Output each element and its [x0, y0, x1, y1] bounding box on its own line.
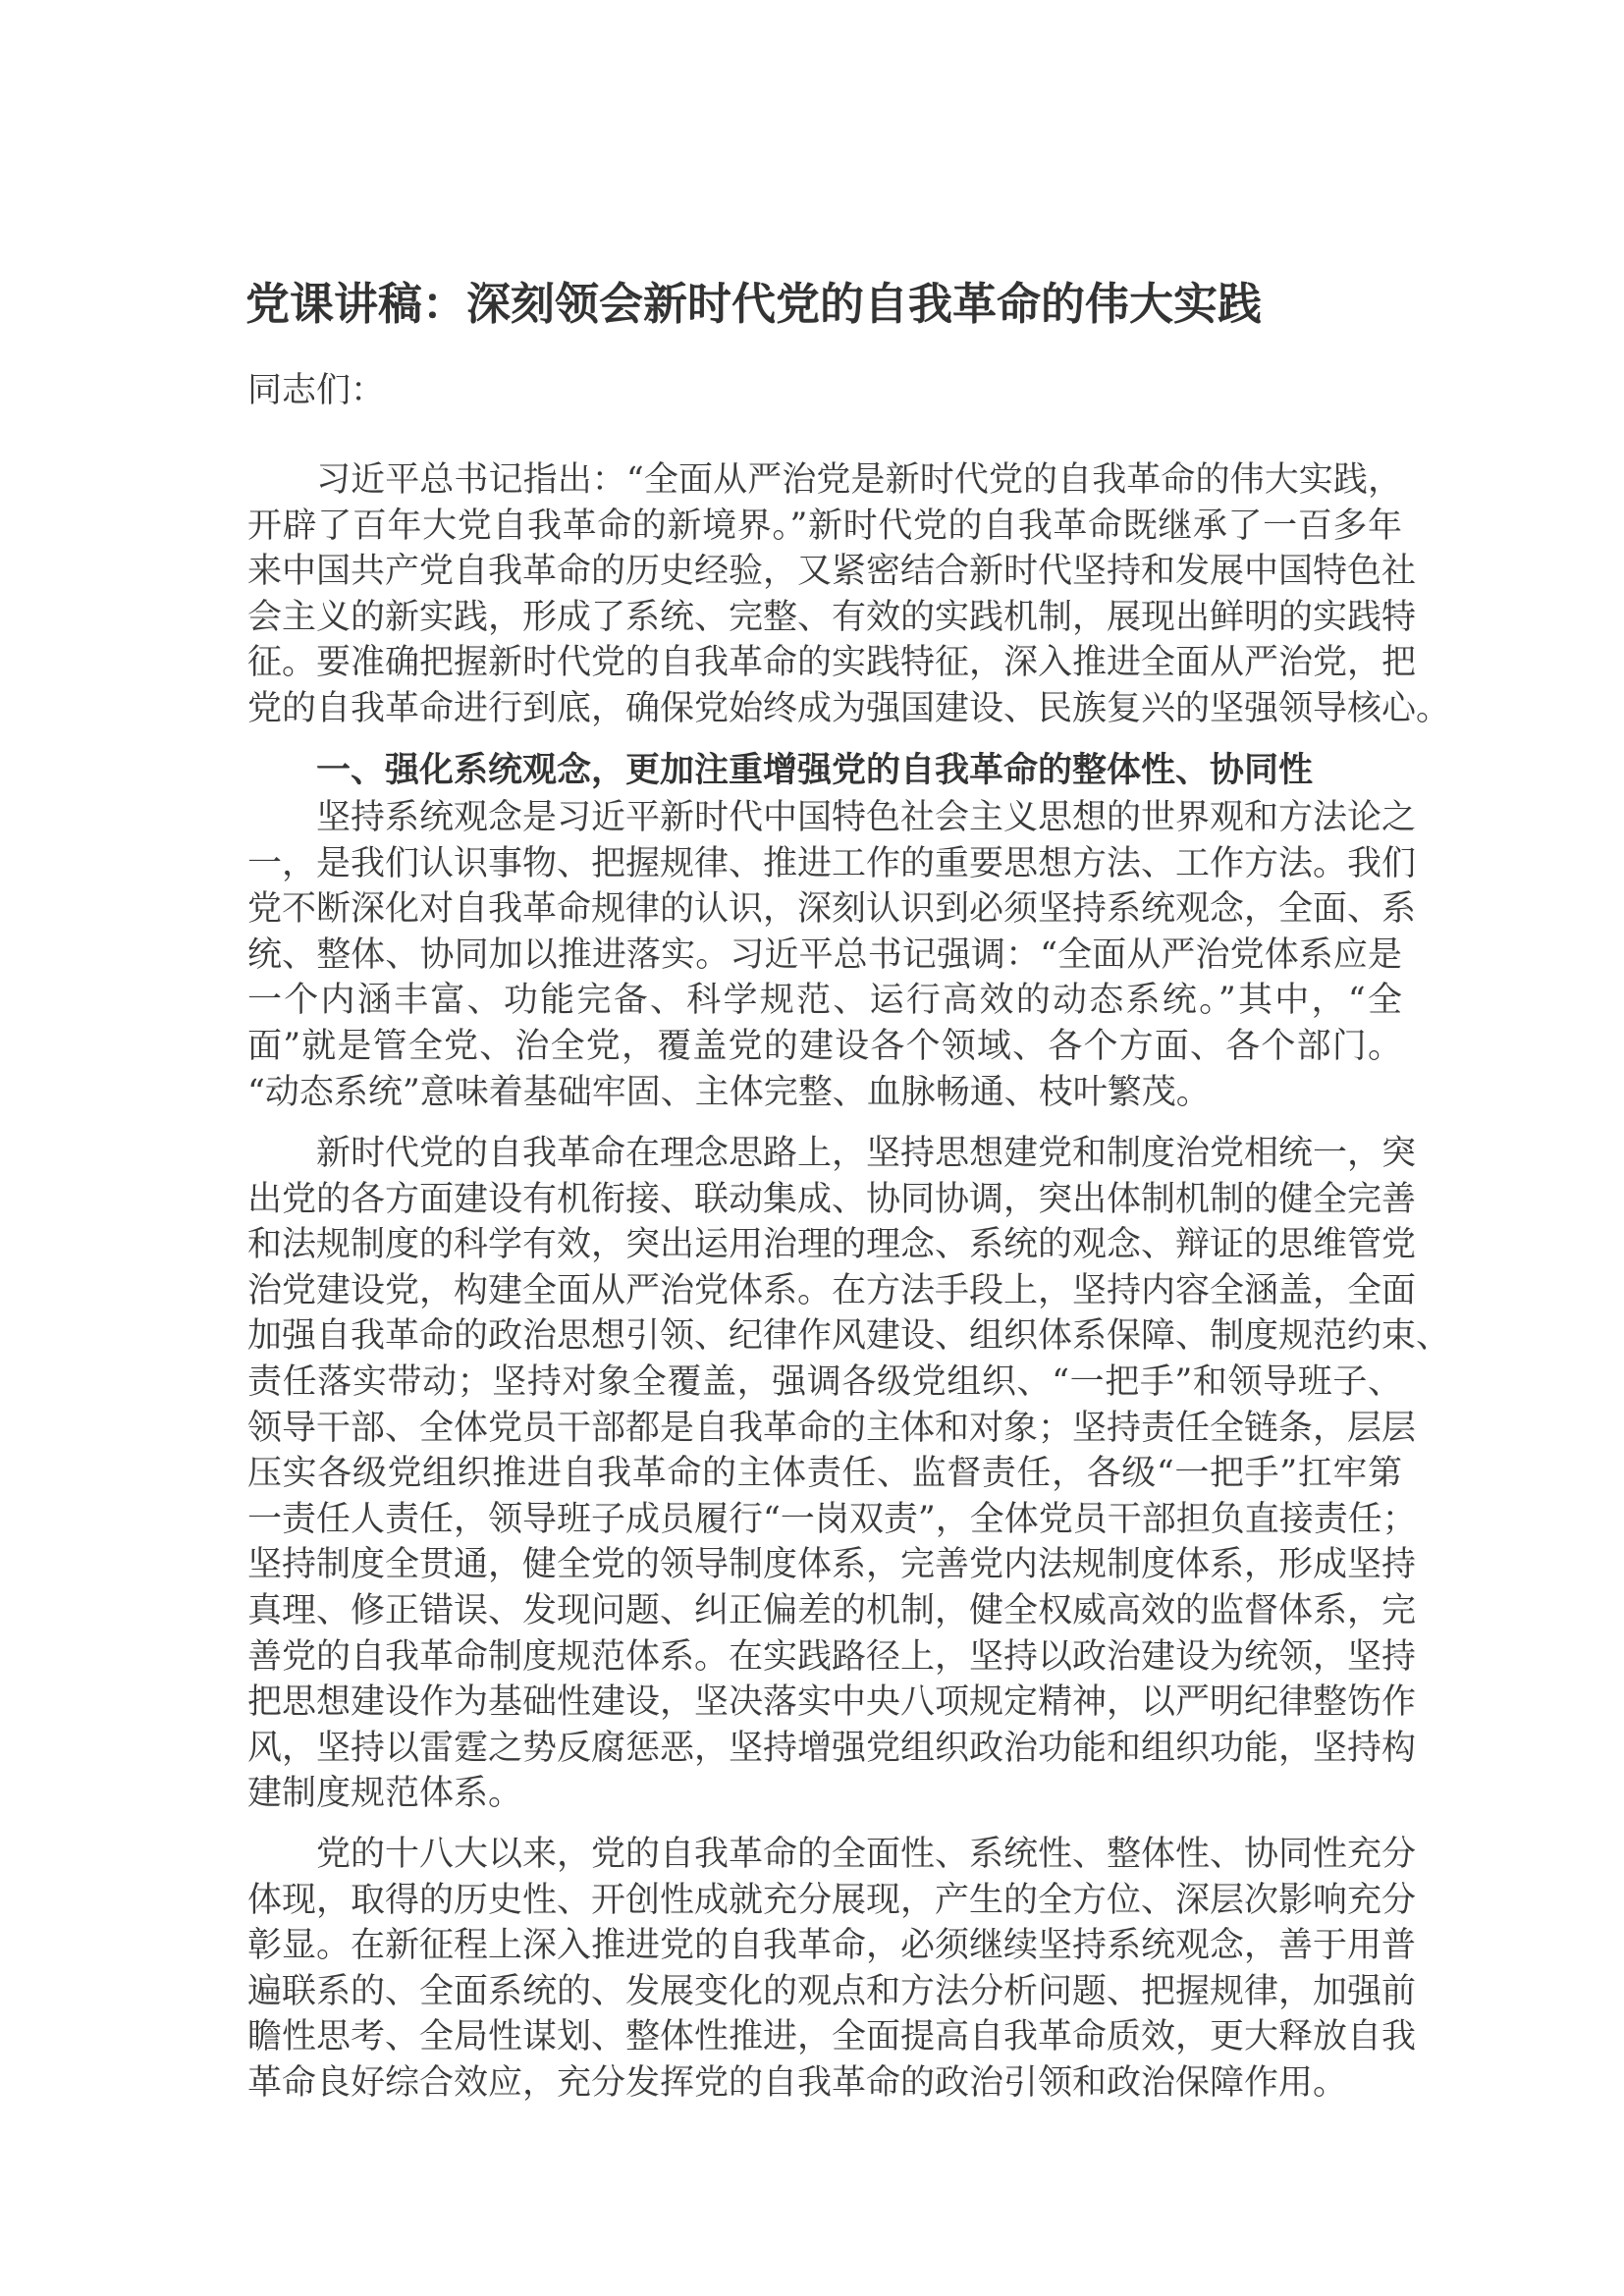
paragraph-1	[247, 457, 1451, 732]
heading-text: 一、强化系统观念，更加注重增强党的自我革命的整体性、协同性	[316, 750, 1314, 790]
text-line: 遍联系的、全面系统的、发展变化的观点和方法分析问题、把握规律，加强前	[247, 1971, 1417, 2011]
text-line: 新时代党的自我革命在理念思路上，坚持思想建党和制度治党相统一，突	[316, 1134, 1417, 1173]
document-title: 党课讲稿：深刻领会新时代党的自我革命的伟大实践	[245, 278, 1263, 330]
text-line: 坚持制度全贯通，健全党的领导制度体系，完善党内法规制度体系，形成坚持	[247, 1545, 1417, 1585]
text-line: 统、整体、协同加以推进落实。习近平总书记强调：“全面从严治党体系应是	[247, 934, 1402, 975]
text-line: 坚持系统观念是习近平新时代中国特色社会主义思想的世界观和方法论之	[316, 798, 1417, 837]
text-line: 体现，取得的历史性、开创性成就充分展现，产生的全方位、深层次影响充分	[247, 1880, 1417, 1920]
text-line: 会主义的新实践，形成了系统、完整、有效的实践机制，展现出鲜明的实践特	[247, 597, 1417, 637]
greeting	[247, 368, 1402, 414]
text-line: 风，坚持以雷霆之势反腐惩恶，坚持增强党组织政治功能和组织功能，坚持构	[247, 1728, 1417, 1768]
greeting-text: 同志们：	[247, 371, 386, 410]
text-line: 一个内涵丰富、功能完备、科学规范、运行高效的动态系统。”其中，“全	[247, 981, 1402, 1021]
text-line: 征。要准确把握新时代党的自我革命的实践特征，深入推进全面从严治党，把	[247, 643, 1417, 683]
text-line: 加强自我革命的政治思想引领、纪律作风建设、组织体系保障、制度规范约束、	[247, 1316, 1451, 1357]
text-line: 瞻性思考、全局性谋划、整体性推进，全面提高自我革命质效，更大释放自我	[247, 2017, 1417, 2057]
text-line: 面”就是管全党、治全党，覆盖党的建设各个领域、各个方面、各个部门。	[247, 1026, 1402, 1066]
paragraph-4	[247, 1832, 1417, 2107]
text-line: 革命良好综合效应，充分发挥党的自我革命的政治引领和政治保障作用。	[247, 2062, 1348, 2103]
text-line: 领导干部、全体党员干部都是自我革命的主体和对象；坚持责任全链条，层层	[247, 1408, 1417, 1448]
text-line: 党不断深化对自我革命规律的认识，深刻认识到必须坚持系统观念，全面、系	[247, 889, 1417, 930]
text-line: 一责任人责任，领导班子成员履行“一岗双责”，全体党员干部担负直接责任；	[247, 1499, 1417, 1539]
text-line: 责任落实带动；坚持对象全覆盖，强调各级党组织、“一把手”和领导班子、	[247, 1362, 1402, 1402]
text-line: 彰显。在新征程上深入推进党的自我革命，必须继续坚持系统观念，善于用普	[247, 1926, 1417, 1966]
text-line: 开辟了百年大党自我革命的新境界。”新时代党的自我革命既继承了一百多年	[247, 506, 1402, 546]
paragraph-3	[247, 1131, 1451, 1817]
text-line: 把思想建设作为基础性建设，坚决落实中央八项规定精神，以严明纪律整饬作	[247, 1682, 1417, 1723]
text-line: 习近平总书记指出：“全面从严治党是新时代党的自我革命的伟大实践，	[316, 460, 1402, 500]
text-line: 出党的各方面建设有机衔接、联动集成、协同协调，突出体制机制的健全完善	[247, 1179, 1417, 1219]
text-line: “动态系统”意味着基础牢固、主体完整、血脉畅通、枝叶繁茂。	[247, 1072, 1211, 1112]
text-line: 一，是我们认识事物、把握规律、推进工作的重要思想方法、工作方法。我们	[247, 843, 1417, 883]
text-line: 党的自我革命进行到底，确保党始终成为强国建设、民族复兴的坚强领导核心。	[247, 688, 1451, 728]
text-line: 压实各级党组织推进自我革命的主体责任、监督责任，各级“一把手”扛牢第	[247, 1454, 1402, 1494]
text-line: 真理、修正错误、发现问题、纠正偏差的机制，健全权威高效的监督体系，完	[247, 1590, 1417, 1630]
paragraph-2	[247, 795, 1417, 1115]
text-line: 善党的自我革命制度规范体系。在实践路径上，坚持以政治建设为统领，坚持	[247, 1636, 1417, 1677]
text-line: 和法规制度的科学有效，突出运用治理的理念、系统的观念、辩证的思维管党	[247, 1225, 1417, 1265]
text-line: 党的十八大以来，党的自我革命的全面性、系统性、整体性、协同性充分	[316, 1835, 1417, 1874]
text-line: 治党建设党，构建全面从严治党体系。在方法手段上，坚持内容全涵盖，全面	[247, 1270, 1417, 1310]
text-line: 建制度规范体系。	[247, 1774, 523, 1814]
text-line: 来中国共产党自我革命的历史经验，又紧密结合新时代坚持和发展中国特色社	[247, 552, 1417, 592]
section-heading-1	[247, 748, 1402, 794]
